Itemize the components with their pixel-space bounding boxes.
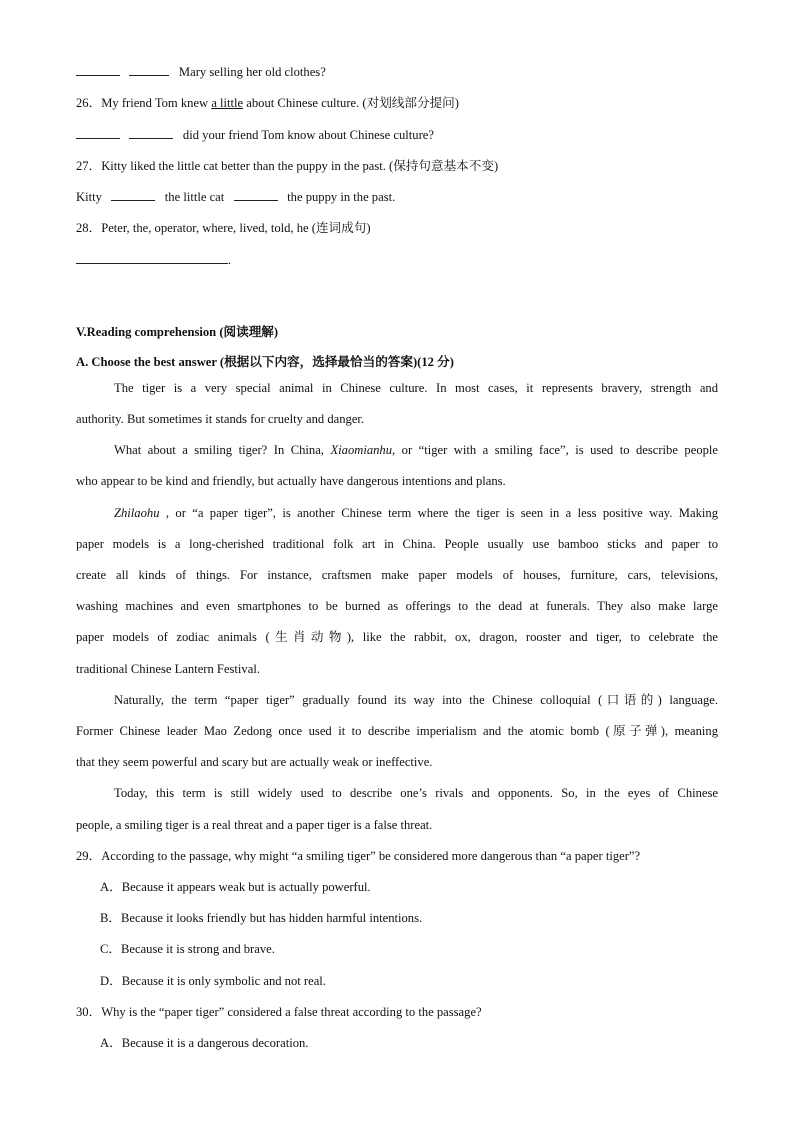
q27-answer-mid: the little cat bbox=[164, 190, 225, 204]
passage-line: paper models of zodiac animals (生肖动物), like the rabbit, ox, dragon, rooster and tiger, to celebrate the bbox=[76, 630, 718, 644]
pinyin-term: Zhilaohu bbox=[114, 506, 160, 520]
passage-line: traditional Chinese Lantern Festival. bbox=[76, 662, 260, 676]
passage-line: paper models is a long-cherished traditional folk art in China. People usually use bamboo sticks and paper to bbox=[76, 537, 718, 551]
passage-line: washing machines and even smartphones to be burned as offerings to the dead at funerals. They also make large bbox=[76, 599, 718, 613]
q29-option-c[interactable]: C．Because it is strong and brave. bbox=[100, 942, 275, 956]
passage-text: What about a smiling tiger? In China, bbox=[114, 443, 331, 457]
q26-answer-text: did your friend Tom know about Chinese culture? bbox=[182, 128, 434, 142]
q29-option-b[interactable]: B．Because it looks friendly but has hidden harmful intentions. bbox=[100, 911, 423, 925]
answer-blank[interactable] bbox=[111, 189, 155, 201]
passage-line: Naturally, the term “paper tiger” gradually found its way into the Chinese colloquial (口语的) language. bbox=[114, 693, 718, 707]
q28-text: Peter, the, operator, where, lived, told, he (连词成句) bbox=[101, 221, 371, 235]
pinyin-term: Xiaomianhu bbox=[330, 443, 393, 457]
q28-answer-line bbox=[76, 252, 231, 268]
q30-stem: 30．Why is the “paper tiger” considered a false threat according to the passage? bbox=[76, 1005, 482, 1019]
q26-text-end: about Chinese culture. (对划线部分提问) bbox=[243, 96, 459, 110]
answer-blank[interactable] bbox=[129, 127, 173, 139]
answer-blank[interactable] bbox=[76, 252, 228, 264]
q25-answer-line bbox=[76, 64, 326, 80]
q29-stem: 29．According to the passage, why might “a smiling tiger” be considered more dangerous than “a paper tiger”? bbox=[76, 849, 641, 863]
q25-answer-text: Mary selling her old clothes? bbox=[178, 65, 326, 79]
passage-line: The tiger is a very special animal in Chinese culture. In most cases, it represents bravery, strength and bbox=[114, 381, 718, 395]
passage-text: , or “tiger with a smiling face”, is used to describe people bbox=[392, 443, 718, 457]
question-number: 26． bbox=[76, 96, 102, 110]
passage-line bbox=[114, 442, 718, 458]
passage-line: Former Chinese leader Mao Zedong once used it to describe imperialism and the atomic bomb (原子弹), meaning bbox=[76, 724, 718, 738]
answer-blank[interactable] bbox=[76, 127, 120, 139]
passage-line bbox=[114, 505, 718, 521]
passage-line: create all kinds of things. For instance, craftsmen make paper models of houses, furniture, cars, televisions, bbox=[76, 568, 718, 582]
passage-line: that they seem powerful and scary but are actually weak or ineffective. bbox=[76, 755, 433, 769]
passage-line: who appear to be kind and friendly, but actually have dangerous intentions and plans. bbox=[76, 474, 506, 488]
q27-answer-line bbox=[76, 189, 395, 205]
q26-answer-line bbox=[76, 127, 434, 143]
answer-blank[interactable] bbox=[234, 189, 278, 201]
passage-text: , or “a paper tiger”, is another Chinese term where the tiger is seen in a less positive way. Making bbox=[159, 506, 718, 520]
q27-text: Kitty liked the little cat better than the puppy in the past. (保持句意基本不变) bbox=[101, 159, 499, 173]
q29-option-d[interactable]: D．Because it is only symbolic and not real. bbox=[100, 974, 326, 988]
q29-option-a[interactable]: A．Because it appears weak but is actually powerful. bbox=[100, 880, 371, 894]
q28-period: . bbox=[228, 253, 232, 267]
q26-stem bbox=[76, 95, 459, 111]
q27-answer-end: the puppy in the past. bbox=[287, 190, 396, 204]
passage-line: people, a smiling tiger is a real threat and a paper tiger is a false threat. bbox=[76, 818, 433, 832]
passage-line: Today, this term is still widely used to describe one’s rivals and opponents. So, in the eyes of Chinese bbox=[114, 786, 718, 800]
answer-blank[interactable] bbox=[129, 64, 169, 76]
q28-stem bbox=[76, 220, 371, 236]
q26-text: My friend Tom knew bbox=[101, 96, 212, 110]
q27-stem bbox=[76, 158, 498, 174]
q27-answer-start: Kitty bbox=[76, 190, 102, 204]
question-number: 28． bbox=[76, 221, 102, 235]
section-title: V.Reading comprehension (阅读理解) bbox=[76, 325, 279, 339]
passage-line: authority. But sometimes it stands for cruelty and danger. bbox=[76, 412, 365, 426]
question-number: 27． bbox=[76, 159, 102, 173]
part-a-heading: A. Choose the best answer (根据以下内容，选择最恰当的答案)(12 分) bbox=[76, 355, 454, 369]
answer-blank[interactable] bbox=[76, 64, 120, 76]
q26-underlined: a little bbox=[211, 96, 244, 110]
q30-option-a[interactable]: A．Because it is a dangerous decoration. bbox=[100, 1036, 309, 1050]
